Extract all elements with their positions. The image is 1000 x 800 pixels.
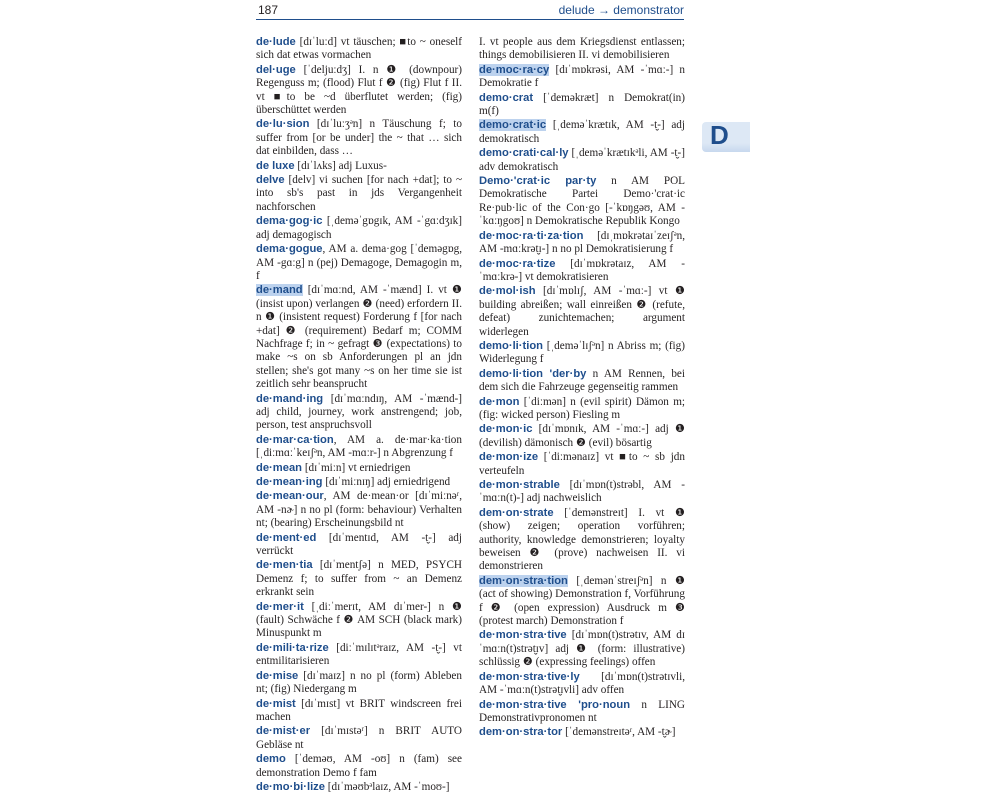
dictionary-entry — [479, 285, 685, 339]
page-number: 187 — [258, 3, 279, 17]
thumb-index-tab[interactable] — [702, 122, 750, 152]
entry-definition: [dɪˈluːʒᵊn] n Täuschung f; to suffer from [or be under] the ~ that … sich dat einbilden, dass … — [256, 118, 462, 158]
entry-headword: demo·crat·ic — [479, 119, 547, 132]
dictionary-entry — [256, 725, 462, 752]
entry-headword: demo — [256, 753, 286, 766]
entry-definition: [dɪˈmaɪz] n no pl (form) Ableben nt; (fig) Niedergang m — [256, 669, 462, 696]
entry-definition: [ˌdemənˈstreɪʃᵊn] n ❶ (act of showing) Demonstration f, Vorführung f ❷ (open expression) Ausdruck m ❸ (protest march) Demonstration f — [479, 574, 685, 628]
entry-headword: de·mili·ta·rize — [256, 641, 329, 654]
entry-definition: n LING Demonstrativpronomen nt — [479, 698, 685, 724]
entry-headword: de·mon·ic — [479, 423, 533, 436]
entry-headword: de·men·tia — [256, 559, 313, 572]
right-column — [479, 36, 685, 741]
dictionary-entry — [479, 36, 685, 63]
entry-headword: de·mer·it — [256, 600, 304, 613]
entry-headword: dem·on·stra·tion — [479, 574, 568, 587]
entry-headword: de·mean·ing — [256, 476, 323, 488]
entry-headword: demo·li·tion — [479, 339, 544, 352]
entry-headword: Demo·'crat·ic par·ty — [479, 175, 597, 188]
dictionary-entry — [256, 698, 462, 725]
entry-definition: [dɪˈmɒkrətaɪz, AM -ˈmɑːkrə-] vt demokratisieren — [479, 257, 685, 283]
entry-definition: [ˈdeməkræt] n Demokrat(in) m(f) — [479, 91, 685, 118]
entry-headword: de·lu·sion — [256, 118, 310, 131]
dictionary-entry — [479, 507, 685, 574]
dictionary-entry — [479, 396, 685, 423]
entry-headword: de·mand·ing — [256, 392, 324, 405]
entry-definition: I. vt people aus dem Kriegsdienst entlassen; things demobilisieren II. vi demobilisieren — [479, 36, 685, 62]
dictionary-entry — [479, 64, 685, 91]
entry-definition: [ˈdiːmən] n (evil spirit) Dämon m; (fig: wicked person) Fiesling m — [479, 395, 685, 421]
entry-headword: de·mon·strable — [479, 479, 560, 491]
entry-definition: [dɪˈmiːnɪŋ] adj erniedrigend — [322, 476, 451, 488]
dictionary-entry — [479, 368, 685, 395]
entry-definition: [ˌdeməˈkrætɪk, AM -t̬-] adj demokratisch — [479, 119, 685, 145]
entry-headword: del·uge — [256, 63, 296, 76]
entry-headword: de·mon — [479, 395, 520, 408]
entry-definition: [ˈdeljuːdʒ] I. n ❶ (downpour) Regenguss m; (flood) Flut f ❷ (fig) Flut f II. vt ■to be ~d überflutet werden; (fig) überschüttet werden — [256, 63, 462, 117]
entry-headword: de·mist·er — [256, 725, 311, 738]
entry-headword: de·moc·ra·tize — [479, 257, 556, 270]
entry-headword: de·mol·ish — [479, 285, 536, 298]
entry-definition: [dɪˌmɒkrətaɪˈzeɪʃᵊn, AM -mɑːkrət̬ɪ-] n no pl Demokratisierung f — [479, 229, 685, 256]
entry-definition: [ˈdeməʊ, AM -oʊ] n (fam) see demonstration Demo f fam — [256, 753, 462, 779]
entry-definition: [dɪˈmɒkrəsi, AM -ˈmɑː-] n Demokratie f — [479, 63, 685, 90]
entry-headword: de·mist — [256, 697, 296, 710]
entry-headword: demo·crati·cal·ly — [479, 147, 569, 160]
dictionary-entry — [256, 781, 462, 794]
entry-definition: [ˌdeməˈkrætɪkᵊli, AM -t̬-] adv demokratisch — [479, 147, 685, 173]
dictionary-entry — [256, 243, 462, 283]
entry-headword: de·mon·stra·tive·ly — [479, 670, 580, 683]
entry-definition: [dɪˈmɒn(t)strətɪvli, AM -ˈmɑːn(t)strət̬ɪvli] adv offen — [479, 670, 685, 697]
entry-headword: de·mon·ize — [479, 451, 539, 464]
entry-definition: n AM POL Demokratische Partei Demo·'crat·ic Re·pub·lic of the Con·go [-ˈkɒŋgəʊ, AM -ˈkɑːŋgoʊ] n Demokratische Republik Kongo — [479, 175, 685, 228]
dictionary-entry — [256, 753, 462, 780]
entry-headword: de·moc·ra·cy — [479, 63, 550, 76]
entry-definition: [dɪˈmentʃə] n MED, PSYCH Demenz f; to suffer from ~ an Demenz erkrankt sein — [256, 559, 462, 599]
dictionary-entry — [256, 118, 462, 158]
entry-definition: [dɪˈməʊbᵊlaɪz, AM -ˈmoʊ-] — [325, 780, 450, 793]
entry-headword: de·mar·ca·tion — [256, 433, 334, 446]
entry-definition: [dɪˈmɒnɪk, AM -ˈmɑː-] adj ❶ (devilish) dämonisch ❷ (evil) bösartig — [479, 423, 685, 449]
entry-definition: , AM a. dema·gog [ˈdeməgɒg, AM -gɑːg] n (pej) Demagoge, Demagogin m, f — [256, 243, 462, 282]
dictionary-entry — [479, 726, 685, 739]
entry-headword: demo·li·tion 'der·by — [479, 367, 587, 380]
dictionary-entry — [256, 434, 462, 461]
entry-definition: , AM a. de·mar·ka·tion [ˌdiːmɑːˈkeɪʃᵊn, AM -mɑːr-] n Abgrenzung f — [256, 433, 462, 460]
dictionary-entry — [256, 642, 462, 669]
dictionary-entry — [256, 476, 462, 489]
entry-definition: [ˈdemənstreɪtəʳ, AM -t̬ɚ] — [562, 726, 676, 739]
thumb-index-letter: D — [710, 120, 729, 150]
entry-headword: de luxe — [256, 159, 295, 172]
dictionary-entry — [256, 532, 462, 559]
dictionary-entry — [256, 160, 462, 173]
entry-definition: [ˈdiːmənaɪz] vt ■to ~ sb jdn verteufeln — [479, 451, 685, 477]
dictionary-entry — [256, 393, 462, 433]
entry-definition: [ˌdiːˈmerɪt, AM dɪˈmer-] n ❶ (fault) Schwäche f ❷ AM SCH (black mark) Minuspunkt m — [256, 600, 462, 640]
entry-definition: n AM Rennen, bei dem sich die Fahrzeuge gegenseitig rammen — [479, 367, 685, 394]
entry-headword: de·mean·our — [256, 490, 324, 503]
left-column — [256, 36, 462, 795]
entry-definition: [delv] vi suchen [for nach +dat]; to ~ into sb's past in jds Vergangenheit nachforschen — [256, 174, 462, 213]
entry-headword: dema·gog·ic — [256, 215, 323, 228]
entry-headword: dem·on·stra·tor — [479, 726, 563, 739]
entry-headword: de·mand — [256, 284, 303, 297]
header-rule — [256, 19, 684, 20]
entry-headword: delve — [256, 174, 285, 187]
entry-headword: de·mon·stra·tive 'pro·noun — [479, 698, 631, 711]
dictionary-entry — [479, 699, 685, 726]
entry-definition: [dɪˈmɪst] vt BRIT windscreen frei machen — [256, 697, 462, 723]
entry-headword: demo·crat — [479, 91, 534, 104]
dictionary-entry — [479, 575, 685, 629]
entry-definition: [diːˈmɪlɪtᵊraɪz, AM -t̬-] vt entmilitarisieren — [256, 641, 462, 668]
entry-definition: [dɪˈmɑːnd, AM -ˈmænd] I. vt ❶ (insist upon) verlangen ❷ (need) erfordern II. n ❶ (insistent request) Forderung f [for nach +dat] ❷ (requirement) Bedarf m; COMM Nachfrage f; in ~ gefragt ❸ (expectations) to make ~s on sb Anforderungen pl an jdn stellen; she's got many ~s on her time sie ist zeitlich sehr beansprucht — [256, 284, 462, 391]
entry-definition: [ˌdeməˈlɪʃᵊn] n Abriss m; (fig) Widerlegung f — [479, 339, 685, 366]
dictionary-entry — [256, 490, 462, 530]
dictionary-entry — [479, 479, 685, 506]
dictionary-entry — [479, 119, 685, 146]
entry-definition: [ˈdemənstreɪt] I. vt ❶ (show) zeigen; operation vorführen; authority, knowledge demonstrieren; loyalty beweisen ❷ (prove) nachweisen II. vi demonstrieren — [479, 506, 685, 573]
dictionary-entry — [256, 64, 462, 118]
entry-definition: [dɪˈmɒn(t)strəbl, AM -ˈmɑːn(t)-] adj nachweislich — [479, 479, 685, 505]
dictionary-entry — [479, 629, 685, 669]
dictionary-entry — [479, 451, 685, 478]
dictionary-entry — [256, 284, 462, 391]
entry-headword: de·lude — [256, 36, 296, 48]
entry-headword: dema·gogue — [256, 243, 323, 256]
dictionary-entry — [479, 340, 685, 367]
dictionary-entry — [256, 559, 462, 599]
dictionary-entry — [479, 258, 685, 285]
entry-definition: [dɪˈmɑːndɪŋ, AM -ˈmænd-] adj child, journey, work anstrengend; job, person, test anspruchsvoll — [256, 392, 462, 432]
entry-definition: [dɪˈlʌks] adj Luxus- — [294, 159, 387, 172]
dictionary-entry — [479, 671, 685, 698]
entry-definition: [dɪˈmɪstəʳ] n BRIT AUTO Gebläse nt — [256, 725, 462, 751]
dictionary-entry — [256, 215, 462, 242]
dictionary-entry — [479, 147, 685, 174]
entry-definition: [dɪˈmiːn] vt erniedrigen — [302, 461, 411, 474]
running-head: delude → demonstrator — [558, 3, 684, 17]
entry-headword: de·mo·bi·lize — [256, 780, 325, 793]
entry-headword: de·mon·stra·tive — [479, 629, 567, 642]
dictionary-entry — [479, 230, 685, 257]
dictionary-entry — [479, 423, 685, 450]
entry-definition: [dɪˈmɒlɪʃ, AM -ˈmɑː-] vt ❶ building abreißen; wall einreißen ❷ (refute, defeat) zunichtemachen; argument widerlegen — [479, 285, 685, 338]
dictionary-entry — [256, 174, 462, 214]
entry-definition: , AM de·mean·or [dɪˈmiːnəʳ, AM -nɚ] n no pl (form: behaviour) Verhalten nt; (bearing) Erscheinungsbild nt — [256, 490, 462, 530]
entry-definition: [ˌdeməˈgɒgɪk, AM -ˈgɑːdʒɪk] adj demagogisch — [256, 215, 462, 241]
entry-headword: de·ment·ed — [256, 531, 317, 544]
dictionary-entry — [256, 462, 462, 475]
entry-definition: [dɪˈluːd] vt täuschen; ■to ~ oneself sich dat etwas vormachen — [256, 36, 462, 62]
dictionary-entry — [256, 670, 462, 697]
dictionary-entry — [479, 175, 685, 229]
entry-headword: dem·on·strate — [479, 506, 554, 519]
entry-definition: [dɪˈmɒn(t)strətɪv, AM dɪˈmɑːn(t)strət̬ɪv] adj ❶ (form: illustrative) schlüssig ❷ (expressing feelings) offen — [479, 629, 685, 669]
entry-headword: de·moc·ra·ti·za·tion — [479, 229, 584, 242]
entry-headword: de·mean — [256, 461, 303, 474]
dictionary-entry — [256, 601, 462, 641]
entry-definition: [dɪˈmentɪd, AM -t̬-] adj verrückt — [256, 531, 462, 558]
dictionary-entry — [256, 36, 462, 63]
entry-headword: de·mise — [256, 669, 299, 682]
dictionary-entry — [479, 92, 685, 119]
